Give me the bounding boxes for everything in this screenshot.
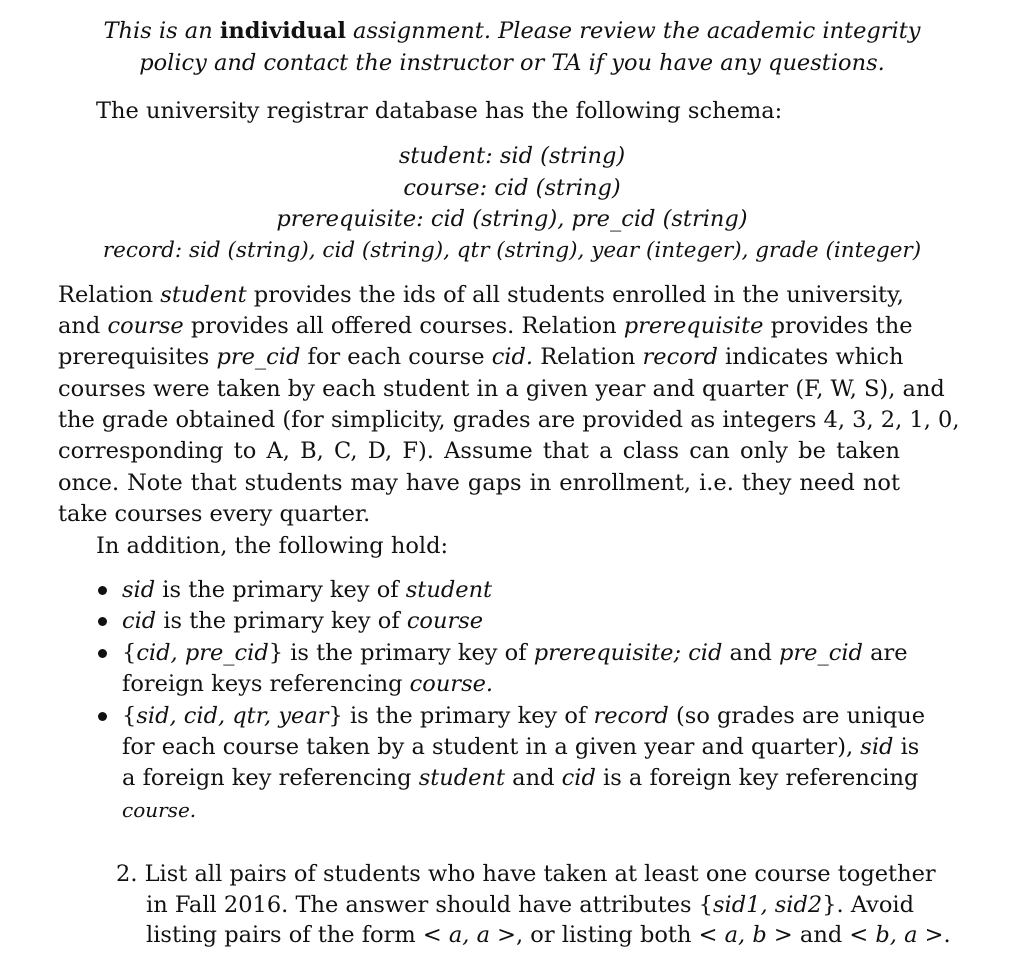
- intro-line-1: This is an individual assignment. Please review the academic integrity: [103, 18, 921, 44]
- bullet-cid: cid is the primary key of course: [122, 608, 484, 634]
- paragraph-line-8: take courses every quarter.: [58, 501, 371, 527]
- schema-course: course: cid (string): [403, 175, 621, 201]
- addition-intro: In addition, the following hold:: [96, 533, 449, 559]
- bullet-icon: [95, 644, 113, 662]
- bullet-icon: [95, 707, 113, 725]
- paragraph-line-1: Relation student provides the ids of all students enrolled in the university,: [58, 282, 904, 308]
- paragraph-line-7: once. Note that students may have gaps in enrollment, i.e. they need not: [58, 470, 900, 496]
- schema-intro: The university registrar database has the following schema:: [96, 98, 783, 124]
- bullet-record-line-2: for each course taken by a student in a given year and quarter), sid is: [122, 734, 920, 760]
- bullet-prerequisite-line-2: foreign keys referencing course.: [122, 671, 494, 697]
- bullet-prerequisite-line-1: {cid, pre_cid} is the primary key of prerequisite; cid and pre_cid are: [122, 640, 908, 666]
- paragraph-line-2: and course provides all offered courses. Relation prerequisite provides the: [58, 313, 913, 339]
- bullet-icon: [95, 581, 113, 599]
- bullet-record-line-4: course.: [122, 798, 197, 822]
- bullet-record-line-3: a foreign key referencing student and cid is a foreign key referencing: [122, 765, 919, 791]
- intro-line-2: policy and contact the instructor or TA if you have any questions.: [139, 50, 885, 76]
- question-line-1: 2. List all pairs of students who have taken at least one course together: [116, 861, 936, 887]
- paragraph-line-3: prerequisites pre_cid for each course cid. Relation record indicates which: [58, 344, 904, 370]
- question-line-3: listing pairs of the form < a, a >, or listing both < a, b > and < b, a >.: [146, 922, 951, 948]
- bullet-record-line-1: {sid, cid, qtr, year} is the primary key of record (so grades are unique: [122, 703, 926, 729]
- schema-student: student: sid (string): [398, 143, 626, 169]
- bullet-sid: sid is the primary key of student: [122, 577, 493, 603]
- bullet-icon: [95, 612, 113, 630]
- schema-prerequisite: prerequisite: cid (string), pre_cid (string): [276, 206, 748, 232]
- paragraph-line-5: the grade obtained (for simplicity, grades are provided as integers 4, 3, 2, 1, 0,: [58, 407, 960, 433]
- question-line-2: in Fall 2016. The answer should have attributes {sid1, sid2}. Avoid: [146, 892, 915, 918]
- schema-record: record: sid (string), cid (string), qtr (string), year (integer), grade (integer): [102, 238, 922, 263]
- paragraph-line-6: corresponding to A, B, C, D, F). Assume that a class can only be taken: [58, 438, 900, 464]
- paragraph-line-4: courses were taken by each student in a given year and quarter (F, W, S), and: [58, 376, 945, 402]
